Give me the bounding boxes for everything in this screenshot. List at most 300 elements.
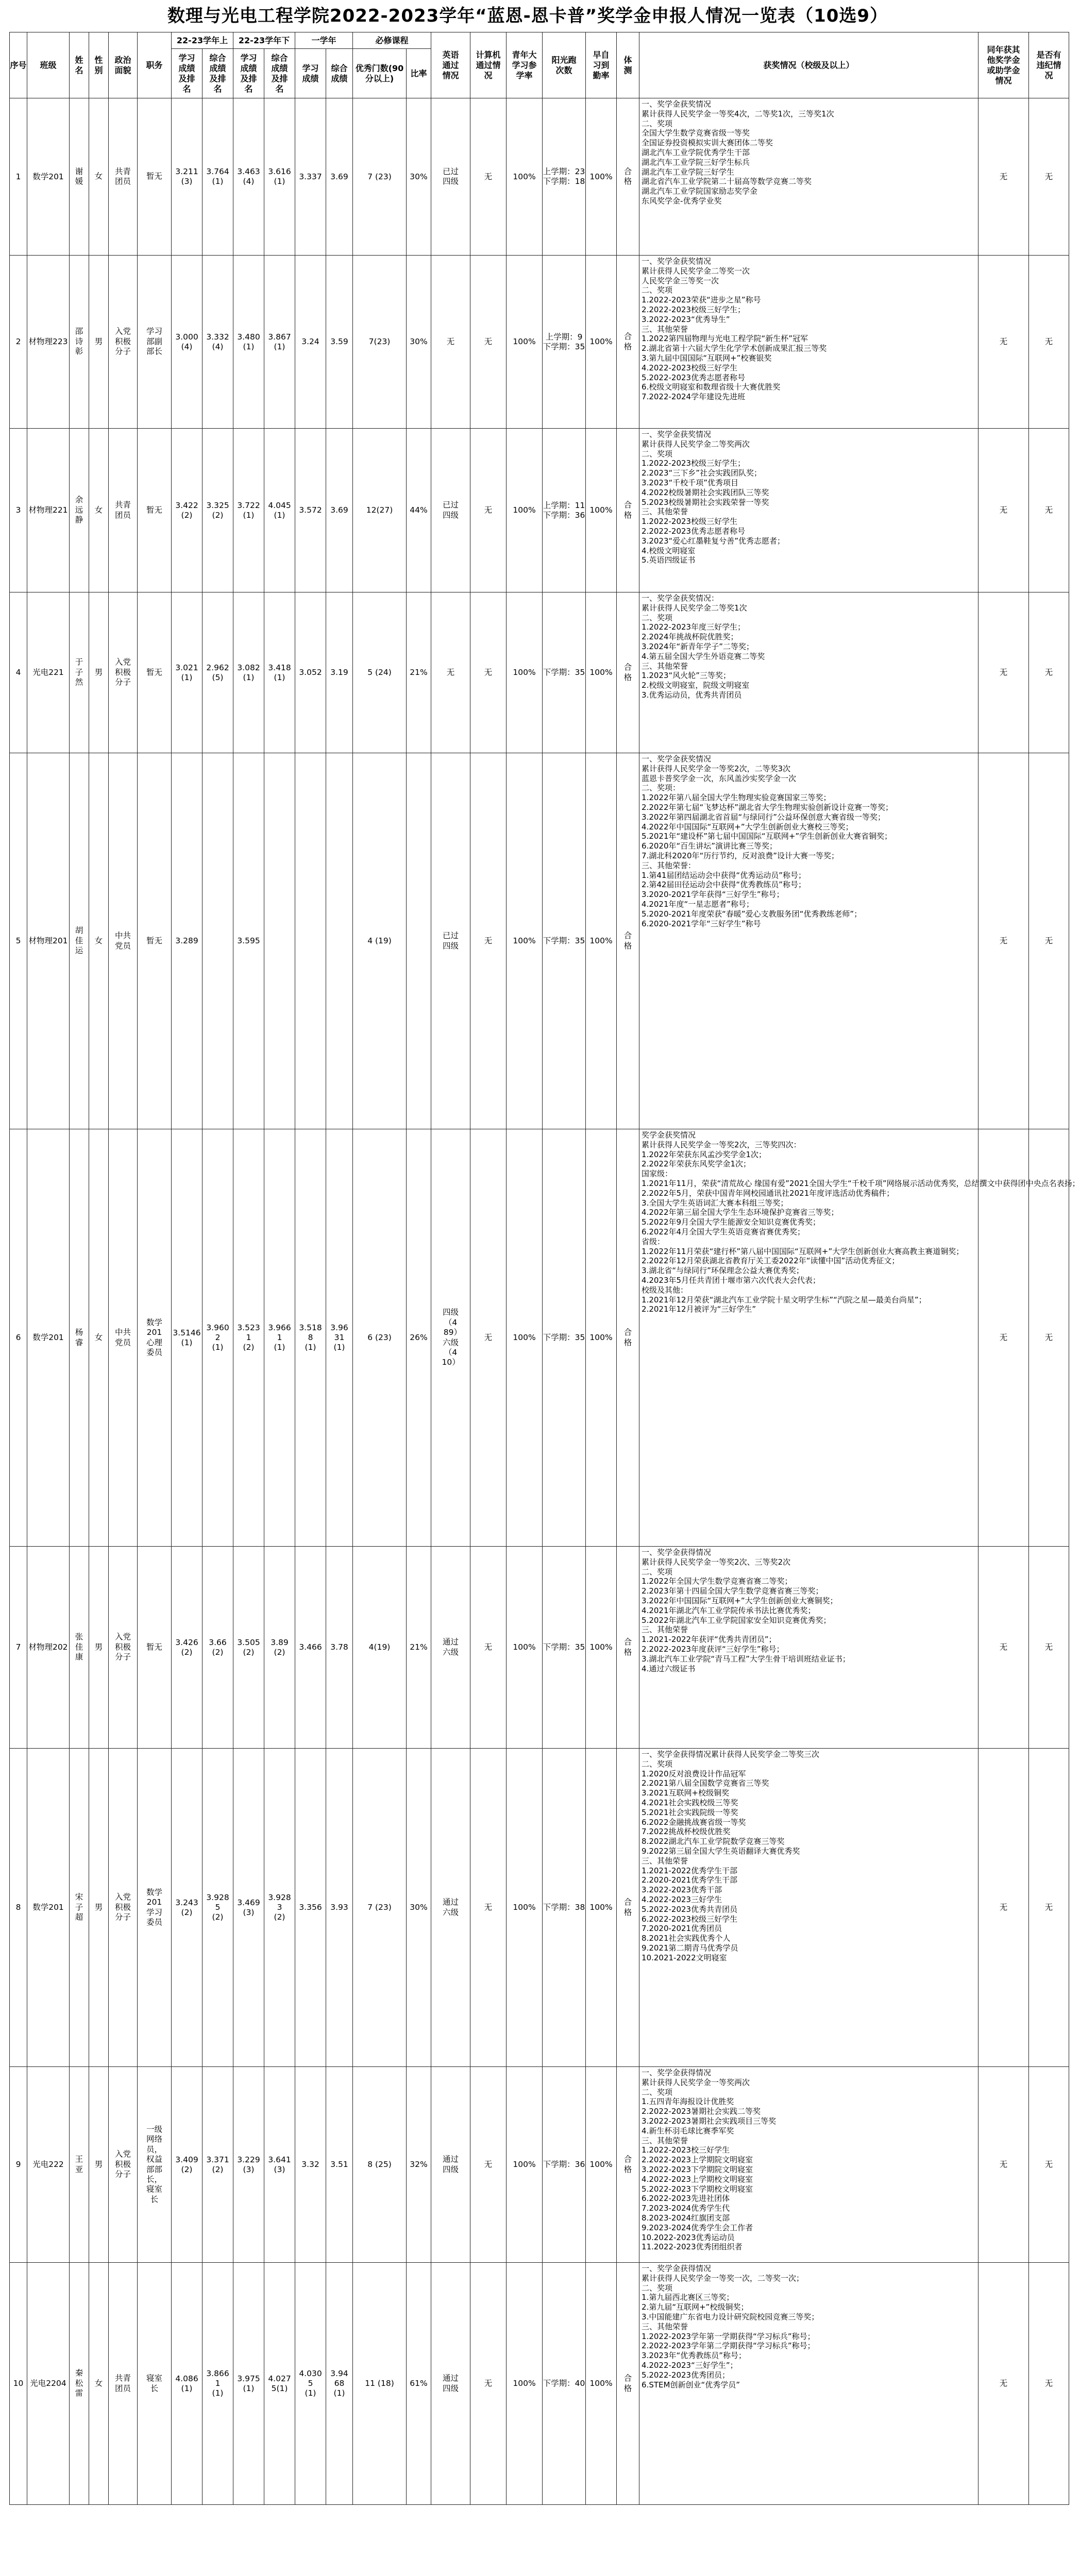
award-line: 2.2022年第七届“飞梦达杯”湖北省大学生物理实验创新设计竞赛一等奖；	[642, 802, 893, 812]
sem1-comp-cell-text: 3.66 (2)	[209, 1637, 227, 1657]
award-line: 一、奖学金获得情况	[642, 2264, 712, 2273]
political-cell	[109, 429, 138, 592]
name-cell-text: 邵诗彰	[75, 327, 83, 357]
award-line: 1.2022-2023校级三好学生	[642, 517, 738, 527]
award-line: 二、奖项	[642, 118, 673, 128]
award-line: 二、奖项	[642, 285, 673, 295]
table-row	[10, 429, 1069, 592]
award-line: 4.2022-2023校级三好学生	[642, 363, 738, 372]
sem2-study-cell	[233, 2067, 264, 2263]
award-line: 1.第41届团结运动会中获得“优秀运动员”称号；	[642, 870, 806, 880]
sem2-comp-cell-text: 3.418 (1)	[268, 663, 291, 682]
award-line: 一、奖学金获奖情况	[642, 430, 712, 439]
excellent-cell	[353, 1129, 407, 1547]
name-cell-text: 于子然	[75, 657, 83, 687]
award-line: 8.2021社会实践优秀个人	[642, 1934, 731, 1943]
pe-cell	[617, 1547, 639, 1749]
col-pe-header: 体测	[617, 32, 639, 98]
excellent-cell-text: 7 (23)	[367, 1903, 392, 1912]
sem2-study-cell-text: 3.463 (4)	[237, 167, 260, 186]
discipline-cell-text: 无	[1044, 1903, 1053, 1912]
award-line: 4.第五届全国大学生外语竞赛二等奖	[642, 651, 765, 661]
awards-cell	[639, 592, 978, 753]
class-cell-text: 材物理202	[28, 1642, 68, 1652]
awards-cell	[639, 1749, 978, 2067]
name-cell	[70, 753, 89, 1129]
award-line: 蓝恩卡普奖学金一次，东风盖沙实奖学金一次	[642, 773, 797, 783]
duty-cell	[138, 1129, 172, 1547]
ratio-cell	[407, 753, 431, 1129]
year-study-cell-text: 3.32	[301, 2160, 319, 2169]
required-header: 必修课程	[353, 32, 431, 49]
discipline-cell-text: 无	[1044, 2379, 1053, 2388]
political-cell	[109, 2067, 138, 2263]
sem1-comp-cell	[202, 1749, 233, 2067]
name-cell	[70, 592, 89, 753]
sem1-comp-cell	[202, 1129, 233, 1547]
excellent-cell-text: 6 (23)	[367, 1333, 392, 1342]
political-cell-text: 入党积极分子	[114, 2149, 131, 2179]
gender-cell	[89, 256, 109, 429]
youth-cell	[507, 1749, 543, 2067]
award-line: 7.2022-2024学年建设先进班	[642, 392, 746, 402]
pe-cell	[617, 2263, 639, 2505]
english-cell-text: 已过四级	[443, 500, 459, 520]
sunshine-cell-text: 上学期：11 下学期：36	[543, 500, 585, 520]
other-scholarship-cell-text: 无	[999, 1903, 1008, 1912]
award-line: 11.2022-2023优秀团组织者	[642, 2242, 742, 2252]
class-cell	[27, 2067, 70, 2263]
year-study-cell	[295, 2263, 326, 2505]
col-english-header: 英语通过情况	[431, 32, 470, 98]
discipline-cell	[1029, 98, 1069, 256]
name-cell-text: 余远静	[75, 495, 83, 525]
award-line: 一、奖学金获得情况	[642, 1548, 712, 1557]
gender-cell-text: 男	[94, 1642, 103, 1652]
excellent-cell-text: 4(19)	[368, 1642, 391, 1652]
year-study-header: 学习成绩	[295, 49, 326, 98]
award-line: 2.2022年12月荣获湖北省教育厅关工委2022年“读懂中国”活动优秀征文；	[642, 1256, 900, 1266]
seq-cell	[10, 256, 27, 429]
discipline-cell	[1029, 2067, 1069, 2263]
sunshine-cell	[543, 98, 586, 256]
selfstudy-cell-text: 100%	[589, 936, 613, 945]
award-line: 2.湖北省第十六届大学生化学学术创新成果汇报三等奖	[642, 344, 827, 353]
sem1-comp-cell	[202, 1547, 233, 1749]
class-cell-text: 材物理223	[28, 337, 68, 346]
duty-cell-text: 数学201心理委员	[146, 1317, 162, 1357]
pe-cell	[617, 2067, 639, 2263]
pe-cell	[617, 592, 639, 753]
award-line: 2.校级文明寝室，院级文明寝室	[642, 681, 750, 690]
sem2-comp-cell	[264, 1547, 295, 1749]
youth-cell-text: 100%	[513, 668, 536, 677]
duty-cell	[138, 1749, 172, 2067]
col-gender-header: 性别	[89, 32, 109, 98]
excellent-cell-text: 7(23)	[368, 337, 391, 346]
award-line: 9.2021第二期青马优秀学员	[642, 1943, 738, 1953]
seq-cell-text: 7	[15, 1642, 21, 1652]
sem2-comp-cell	[264, 98, 295, 256]
award-line: 累计获得人民奖学金二等奖一次	[642, 266, 750, 276]
duty-cell-text: 暂无	[146, 936, 162, 945]
class-cell	[27, 1129, 70, 1547]
award-line: 3.2022-2023“优秀导生”	[642, 314, 730, 324]
col-other-scholarship-header: 同年获其他奖学金或助学金情况	[978, 32, 1029, 98]
sem1-comp-cell	[202, 256, 233, 429]
year-study-cell	[295, 1129, 326, 1547]
year-comp-cell-text: 3.69	[330, 172, 348, 181]
sunshine-cell-text: 下学期：35	[543, 1642, 585, 1652]
award-line: 湖北汽车工业学院优秀学生干部	[642, 147, 750, 157]
sem2-study-cell	[233, 592, 264, 753]
award-line: 累计获得人民奖学金一等奖两次	[642, 2077, 750, 2087]
sem2-study-cell-text: 3.082 (1)	[237, 663, 260, 682]
duty-cell	[138, 1547, 172, 1749]
political-cell-text: 中共党员	[114, 1328, 131, 1347]
award-line: 一、奖学金获得情况	[642, 2068, 712, 2077]
award-line: 湖北汽车工业学院三好学生标兵	[642, 157, 750, 167]
sem2-comp-header: 综合成绩及排名	[264, 49, 295, 98]
sem1-comp-header: 综合成绩及排名	[202, 49, 233, 98]
sem2-study-cell	[233, 256, 264, 429]
duty-cell	[138, 98, 172, 256]
col-class-header: 班级	[27, 32, 70, 98]
duty-cell-text: 学习部副部长	[146, 327, 162, 357]
award-line: 4.2021年度“一星志愿者”称号；	[642, 899, 754, 909]
name-cell-text: 张佳康	[75, 1632, 83, 1662]
table-row	[10, 1749, 1069, 2067]
seq-cell-text: 2	[15, 337, 21, 346]
award-line: 2.2022-2023暑期社会实践二等奖	[642, 2107, 761, 2116]
seq-cell-text: 5	[15, 936, 21, 945]
name-cell	[70, 429, 89, 592]
class-cell	[27, 256, 70, 429]
seq-cell-text: 4	[15, 668, 21, 677]
computer-cell	[470, 1547, 507, 1749]
class-cell	[27, 2263, 70, 2505]
english-cell	[431, 1749, 470, 2067]
sem1-header: 22-23学年上	[172, 32, 233, 49]
other-scholarship-cell-text: 无	[999, 2160, 1008, 2169]
other-scholarship-cell-text: 无	[999, 1333, 1008, 1342]
sem1-comp-cell-text: 3.960 2 (1)	[206, 1323, 229, 1352]
sem2-study-cell-text: 3.480 (1)	[237, 332, 260, 351]
sem1-comp-cell	[202, 753, 233, 1129]
youth-cell	[507, 1129, 543, 1547]
seq-cell	[10, 753, 27, 1129]
award-line: 2.2020-2021优秀学生干部	[642, 1875, 738, 1885]
political-cell	[109, 256, 138, 429]
sem1-comp-cell	[202, 592, 233, 753]
selfstudy-cell-text: 100%	[589, 337, 613, 346]
sem1-study-cell-text: 3.211 (3)	[175, 167, 198, 186]
youth-cell-text: 100%	[513, 936, 536, 945]
other-scholarship-cell	[978, 2263, 1029, 2505]
award-line: 5.2022-2023下学期校文明寝室	[642, 2184, 753, 2194]
award-line: 3.湖北省“与绿同行”环保理念公益大赛优秀奖；	[642, 1266, 804, 1276]
discipline-cell	[1029, 592, 1069, 753]
table-row	[10, 753, 1069, 1129]
award-line: 三、其他荣誉	[642, 1625, 688, 1635]
youth-cell-text: 100%	[513, 1333, 536, 1342]
award-line: 省级：	[642, 1236, 665, 1246]
name-cell-text: 秦松雷	[75, 2368, 83, 2398]
awards-cell	[639, 429, 978, 592]
name-cell-text: 杨睿	[75, 1328, 83, 1347]
political-cell-text: 入党积极分子	[114, 327, 131, 357]
sem2-study-cell-text: 3.229 (3)	[237, 2155, 260, 2174]
english-cell	[431, 2067, 470, 2263]
duty-cell-text: 暂无	[146, 505, 162, 515]
year-comp-cell-text: 3.51	[330, 2160, 348, 2169]
ratio-cell	[407, 1749, 431, 2067]
year-comp-cell	[326, 1129, 353, 1547]
sem2-comp-cell-text: 3.867 (1)	[268, 332, 291, 351]
selfstudy-cell-text: 100%	[589, 505, 613, 515]
name-cell-text: 宋子超	[75, 1892, 83, 1922]
year-comp-cell-text: 3.94 68 (1)	[330, 2369, 348, 2398]
award-line: 3.2022-2023下学期院文明寝室	[642, 2164, 753, 2174]
award-line: 3.2022-2023暑期社会实践项目三等奖	[642, 2116, 777, 2126]
political-cell-text: 共青团员	[114, 166, 131, 186]
award-line: 三、其他荣誉	[642, 324, 688, 334]
name-cell-text: 谢媛	[75, 166, 83, 186]
other-scholarship-cell-text: 无	[999, 2379, 1008, 2388]
award-line: 1.2022-2023校级三好学生；	[642, 459, 746, 468]
pe-cell-text: 合格	[623, 332, 632, 351]
award-line: 一、奖学金获奖情况	[642, 754, 712, 764]
year-comp-cell-text: 3.69	[330, 505, 348, 515]
award-line: 5.2022年湖北汽车工业学院国家安全知识竞赛优秀奖；	[642, 1615, 831, 1625]
sunshine-cell-text: 下学期：38	[543, 1903, 585, 1912]
table-row	[10, 1129, 1069, 1547]
discipline-cell	[1029, 1749, 1069, 2067]
class-cell-text: 材物理221	[28, 505, 68, 515]
sem1-study-cell	[172, 2263, 202, 2505]
award-line: 全国证券投资模拟实训大赛团体二等奖	[642, 138, 773, 148]
award-line: 全国大学生数学竞赛省级一等奖	[642, 128, 750, 138]
award-line: 4.2021年湖北汽车工业学院传承书法比赛优秀奖；	[642, 1605, 816, 1615]
other-scholarship-cell	[978, 1129, 1029, 1547]
year-comp-cell	[326, 592, 353, 753]
computer-cell	[470, 592, 507, 753]
computer-cell	[470, 98, 507, 256]
table-row	[10, 2067, 1069, 2263]
award-line: 1.2022年11月荣获“建行杯”第八届中国国际“互联网+”大学生创新创业大赛高教主赛道铜奖；	[642, 1246, 964, 1256]
youth-cell-text: 100%	[513, 505, 536, 515]
award-line: 1.2022-2023荣获“进步之星”称号	[642, 295, 761, 305]
award-line: 3.湖北汽车工业学院“青马工程”大学生骨干培训班结业证书；	[642, 1654, 850, 1664]
award-line: 3.2022-2023优秀干部	[642, 1885, 722, 1895]
award-line: 4.校级文明寝室	[642, 546, 696, 555]
award-line: 1.2022年第八届全国大学生物理实验竞赛国家三等奖；	[642, 793, 831, 803]
sem1-comp-cell-text: 3.928 5 (2)	[206, 1893, 229, 1922]
pe-cell-text: 合格	[623, 1897, 632, 1917]
year-comp-cell-text: 3.93	[330, 1903, 348, 1912]
scholarship-table	[9, 32, 1080, 2505]
selfstudy-cell-text: 100%	[589, 172, 613, 181]
seq-cell	[10, 429, 27, 592]
gender-cell-text: 女	[94, 936, 103, 945]
sem2-comp-cell-text: 4.027 5(1)	[268, 2374, 291, 2393]
sem1-study-cell	[172, 2067, 202, 2263]
award-line: 4.2022年中国国际“互联网+”大学生创新创业大赛校三等奖；	[642, 822, 853, 832]
class-cell-text: 材物理201	[28, 936, 68, 945]
gender-cell-text: 男	[94, 667, 103, 677]
table-row	[10, 256, 1069, 429]
youth-cell-text: 100%	[513, 2379, 536, 2388]
name-cell	[70, 2067, 89, 2263]
sunshine-cell	[543, 256, 586, 429]
award-line: 三、其他荣誉	[642, 1856, 688, 1866]
ratio-header: 比率	[407, 49, 431, 98]
youth-cell	[507, 256, 543, 429]
year-comp-cell	[326, 98, 353, 256]
award-line: 累计获得人民奖学金一等奖2次、三等奖2次	[642, 1557, 791, 1567]
sem2-study-cell	[233, 429, 264, 592]
award-line: 10.2022-2023优秀运动员	[642, 2232, 735, 2242]
selfstudy-cell	[586, 592, 617, 753]
sem2-comp-cell-text: 3.89 (2)	[271, 1637, 289, 1657]
computer-cell-text: 无	[484, 2379, 493, 2388]
award-line: 3.2024年“新青年学子”二等奖；	[642, 641, 754, 651]
table-row	[10, 2263, 1069, 2505]
name-cell	[70, 1749, 89, 2067]
award-line: 5.2023校级暑期社会实践荣誉一等奖	[642, 497, 769, 507]
year-study-cell	[295, 98, 326, 256]
sem2-comp-cell	[264, 1129, 295, 1547]
name-cell-text: 王亚	[75, 2155, 83, 2174]
sunshine-cell	[543, 592, 586, 753]
youth-cell	[507, 429, 543, 592]
selfstudy-cell-text: 100%	[589, 2379, 613, 2388]
computer-cell-text: 无	[484, 505, 493, 515]
ratio-cell-text: 26%	[410, 1333, 428, 1342]
award-line: 7.湖北科2020年“历行节约，反对浪费”设计大赛一等奖；	[642, 851, 839, 860]
discipline-cell-text: 无	[1044, 1642, 1053, 1652]
gender-cell-text: 男	[94, 1902, 103, 1912]
gender-cell	[89, 98, 109, 256]
ratio-cell-text: 44%	[410, 505, 428, 515]
gender-cell-text: 女	[94, 172, 103, 181]
sem2-study-cell-text: 3.523 1 (2)	[237, 1323, 260, 1352]
computer-cell-text: 无	[484, 668, 493, 677]
sunshine-cell	[543, 2263, 586, 2505]
award-line: 湖北汽车工业学院国家励志奖学金	[642, 187, 758, 196]
award-line: 一、奖学金获奖情况	[642, 99, 712, 109]
selfstudy-cell-text: 100%	[589, 1903, 613, 1912]
sem1-study-cell	[172, 753, 202, 1129]
class-cell	[27, 753, 70, 1129]
duty-cell	[138, 592, 172, 753]
pe-cell-text: 合格	[623, 2374, 632, 2393]
computer-cell-text: 无	[484, 2160, 493, 2169]
col-political-header: 政治面貌	[109, 32, 138, 98]
award-line: 人民奖学金三等奖一次	[642, 276, 719, 285]
award-line: 一、奖学金获得情况累计获得人民奖学金二等奖三次	[642, 1750, 820, 1759]
class-cell	[27, 1547, 70, 1749]
ratio-cell-text: 30%	[410, 1903, 428, 1912]
sem2-comp-cell	[264, 753, 295, 1129]
english-cell	[431, 592, 470, 753]
award-line: 1.2021-2022优秀学生干部	[642, 1866, 738, 1875]
gender-cell-text: 女	[94, 2378, 103, 2388]
sem2-comp-cell	[264, 2263, 295, 2505]
english-cell	[431, 256, 470, 429]
sem2-comp-cell	[264, 256, 295, 429]
year-study-cell-text: 3.356	[299, 1903, 322, 1912]
award-line: 4.2022年第三届全国大学生生态环境保护竞赛省三等奖；	[642, 1208, 839, 1217]
name-cell	[70, 1547, 89, 1749]
year-study-cell	[295, 592, 326, 753]
award-line: 1.2022-2023学年第一学期获得“学习标兵”称号；	[642, 2331, 815, 2341]
duty-cell-text: 数学201学习委员	[146, 1887, 162, 1927]
english-cell-text: 四级（489）六级（410）	[442, 1308, 460, 1367]
excellent-cell	[353, 2263, 407, 2505]
pe-cell-text: 合格	[623, 500, 632, 520]
award-line: 2.2022-2023校级三好学生；	[642, 304, 746, 314]
year-study-cell	[295, 2067, 326, 2263]
sunshine-cell-text: 下学期：35	[543, 936, 585, 945]
discipline-cell	[1029, 753, 1069, 1129]
award-line: 3.2023年“优秀教练员”称号；	[642, 2351, 747, 2361]
award-line: 3.第九届中国国际“互联网+”校赛银奖	[642, 353, 772, 363]
selfstudy-cell-text: 100%	[589, 668, 613, 677]
gender-cell-text: 男	[94, 2159, 103, 2169]
english-cell	[431, 1547, 470, 1749]
sunshine-cell-text: 下学期：35	[543, 1333, 585, 1342]
sem2-study-cell-text: 3.469 (3)	[237, 1897, 260, 1917]
award-line: 一、奖学金获奖情况：	[642, 594, 719, 603]
gender-cell-text: 女	[94, 505, 103, 515]
excellent-cell	[353, 256, 407, 429]
year-comp-cell	[326, 1749, 353, 2067]
award-line: 2.2022-2023上学期院文明寝室	[642, 2155, 753, 2165]
ratio-cell	[407, 2263, 431, 2505]
award-line: 1.2022年荣获东风孟沙奖学金1次；	[642, 1149, 767, 1159]
selfstudy-cell	[586, 2263, 617, 2505]
sem1-study-cell-text: 3.422 (2)	[175, 500, 198, 520]
award-line: 5.2022-2023优秀共青团员	[642, 1904, 738, 1914]
sem1-study-cell-text: 3.409 (2)	[175, 2155, 198, 2174]
selfstudy-cell	[586, 2067, 617, 2263]
name-cell	[70, 256, 89, 429]
gender-cell	[89, 429, 109, 592]
header-row-1	[10, 32, 1069, 49]
sem1-comp-cell-text: 2.962 (5)	[206, 663, 229, 682]
award-line: 二、奖项	[642, 1759, 673, 1769]
youth-cell	[507, 98, 543, 256]
sem1-comp-cell-text: 3.866 1 (1)	[206, 2369, 229, 2398]
selfstudy-cell	[586, 753, 617, 1129]
pe-cell-text: 合格	[623, 1328, 632, 1347]
political-cell	[109, 592, 138, 753]
sem2-study-header: 学习成绩及排名	[233, 49, 264, 98]
english-cell	[431, 98, 470, 256]
sem1-study-cell	[172, 1129, 202, 1547]
seq-cell	[10, 1749, 27, 2067]
award-line: 1.2021-2022年获评“优秀共青团员”；	[642, 1635, 777, 1645]
pe-cell-text: 合格	[623, 2155, 632, 2174]
other-scholarship-cell-text: 无	[999, 172, 1008, 181]
award-line: 二、奖项	[642, 2087, 673, 2097]
award-line: 4.新生杯羽毛球比赛季军奖	[642, 2126, 734, 2136]
sunshine-cell	[543, 753, 586, 1129]
award-line: 3.2020-2021学年获得“三好学生”称号；	[642, 890, 784, 900]
computer-cell-text: 无	[484, 1333, 493, 1342]
youth-cell-text: 100%	[513, 172, 536, 181]
